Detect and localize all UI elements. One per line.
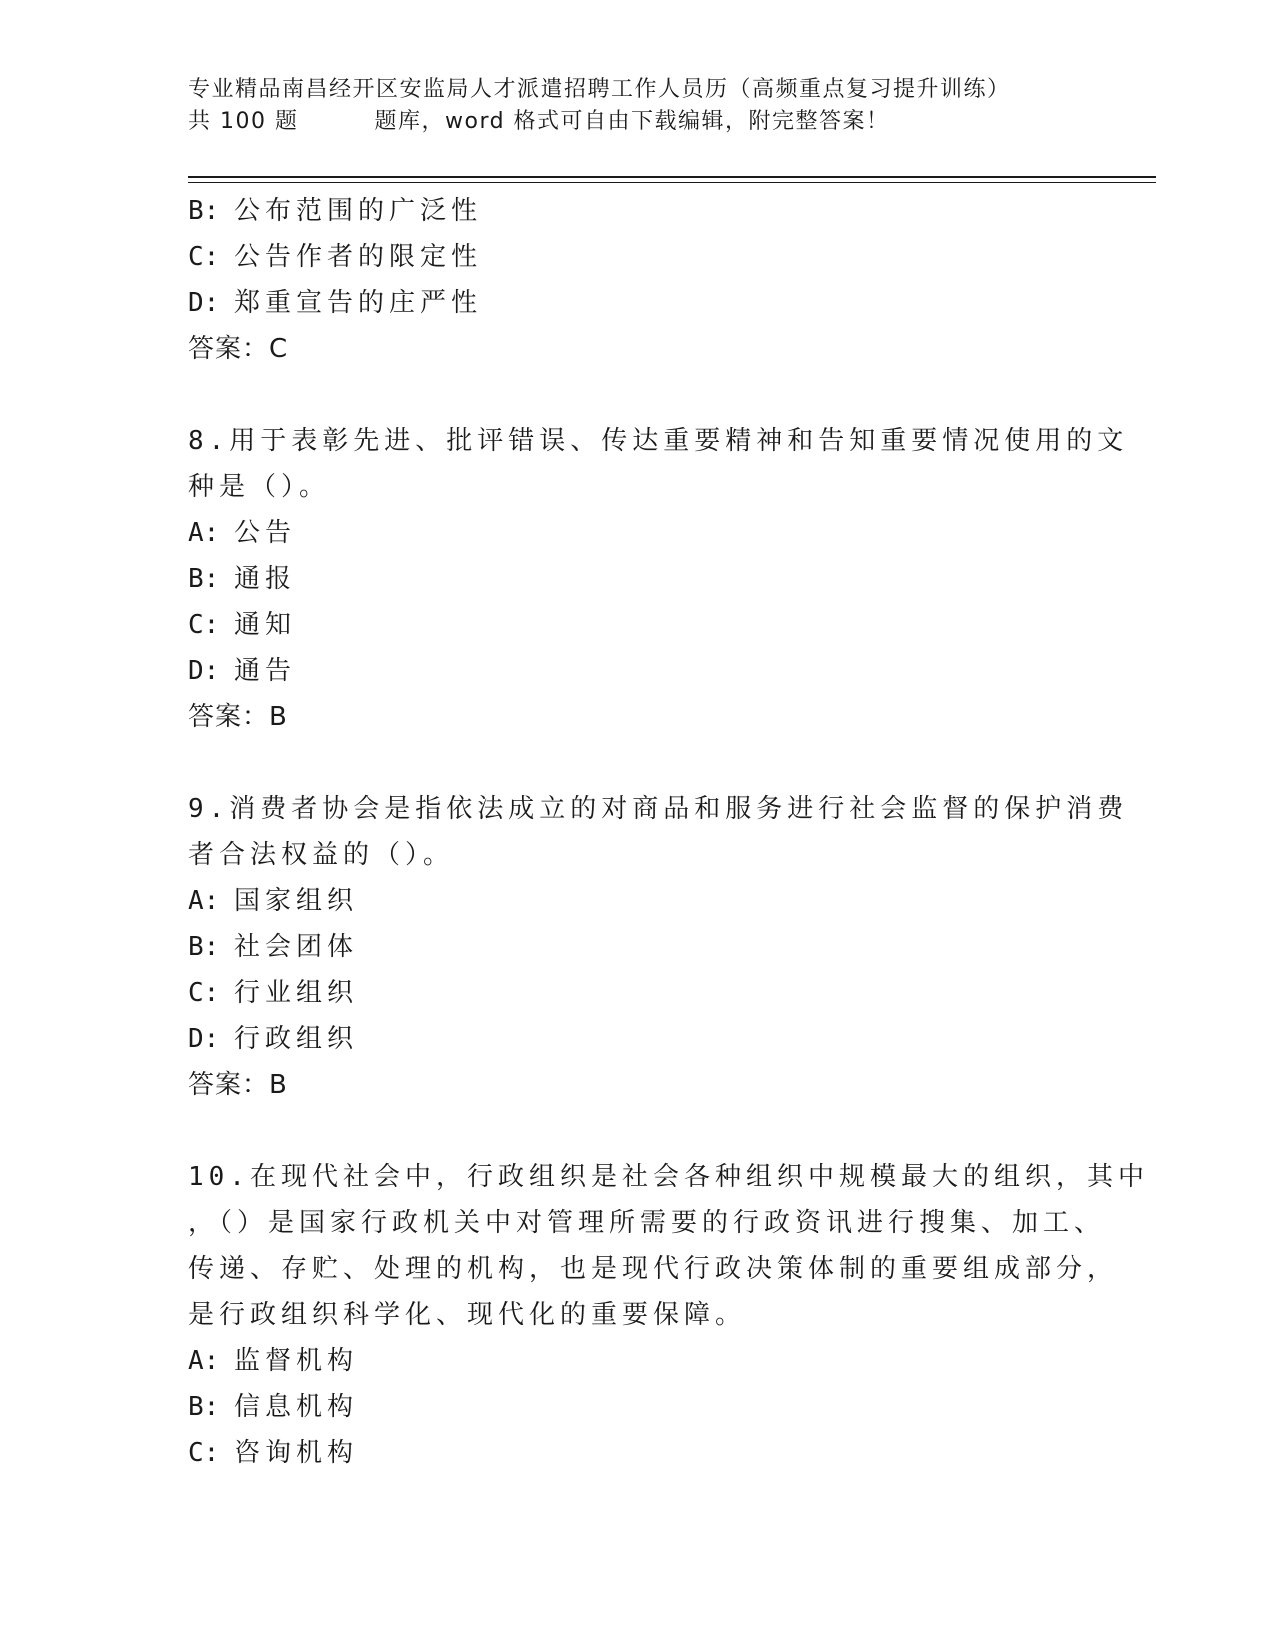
question-block-10: [188, 1154, 1149, 1476]
document-header: [188, 74, 1088, 138]
question-list: [188, 188, 1149, 1476]
answer-line: 答案：B: [188, 1070, 288, 1100]
question-text-line: ，（）是国家行政机关中对管理所需要的行政资讯进行搜集、加工、: [188, 1208, 1106, 1238]
header-count: 共 100 题: [188, 109, 299, 134]
header-divider-thin: [188, 182, 1156, 183]
question-text-line: 种是（）。: [188, 472, 331, 502]
option-a: A: 公告: [188, 518, 297, 548]
question-text-line: 是行政组织科学化、现代化的重要保障。: [188, 1300, 747, 1330]
option-a: A: 国家组织: [188, 886, 359, 916]
option-a: A: 监督机构: [188, 1346, 359, 1376]
header-divider-thick: [188, 176, 1156, 178]
option-b: B: 公布范围的广泛性: [188, 196, 483, 226]
option-d: D: 行政组织: [188, 1024, 359, 1054]
question-text-line: 10.在现代社会中，行政组织是社会各种组织中规模最大的组织，其中: [188, 1162, 1149, 1192]
option-c: C: 行业组织: [188, 978, 359, 1008]
question-block-8: [188, 418, 1129, 740]
option-d: D: 通告: [188, 656, 297, 686]
option-d: D: 郑重宣告的庄严性: [188, 288, 483, 318]
option-c: C: 通知: [188, 610, 297, 640]
question-text-line: 8.用于表彰先进、批评错误、传达重要精神和告知重要情况使用的文: [188, 426, 1129, 456]
option-b: B: 社会团体: [188, 932, 359, 962]
option-b: B: 信息机构: [188, 1392, 359, 1422]
header-title: 专业精品南昌经开区安监局人才派遣招聘工作人员历（高频重点复习提升训练）: [188, 77, 1011, 102]
question-block-7: [188, 188, 1088, 372]
question-text-line: 传递、存贮、处理的机构，也是现代行政决策体制的重要组成部分，: [188, 1254, 1119, 1284]
answer-line: 答案：C: [188, 334, 289, 364]
option-b: B: 通报: [188, 564, 297, 594]
answer-line: 答案：B: [188, 702, 288, 732]
option-c: C: 咨询机构: [188, 1438, 359, 1468]
question-text-line: 9.消费者协会是指依法成立的对商品和服务进行社会监督的保护消费: [188, 794, 1129, 824]
question-text-line: 者合法权益的（）。: [188, 840, 455, 870]
option-c: C: 公告作者的限定性: [188, 242, 483, 272]
question-block-9: [188, 786, 1129, 1108]
header-subtitle: [188, 106, 1088, 138]
header-description: 题库，word 格式可自由下载编辑，附完整答案！: [374, 109, 890, 134]
